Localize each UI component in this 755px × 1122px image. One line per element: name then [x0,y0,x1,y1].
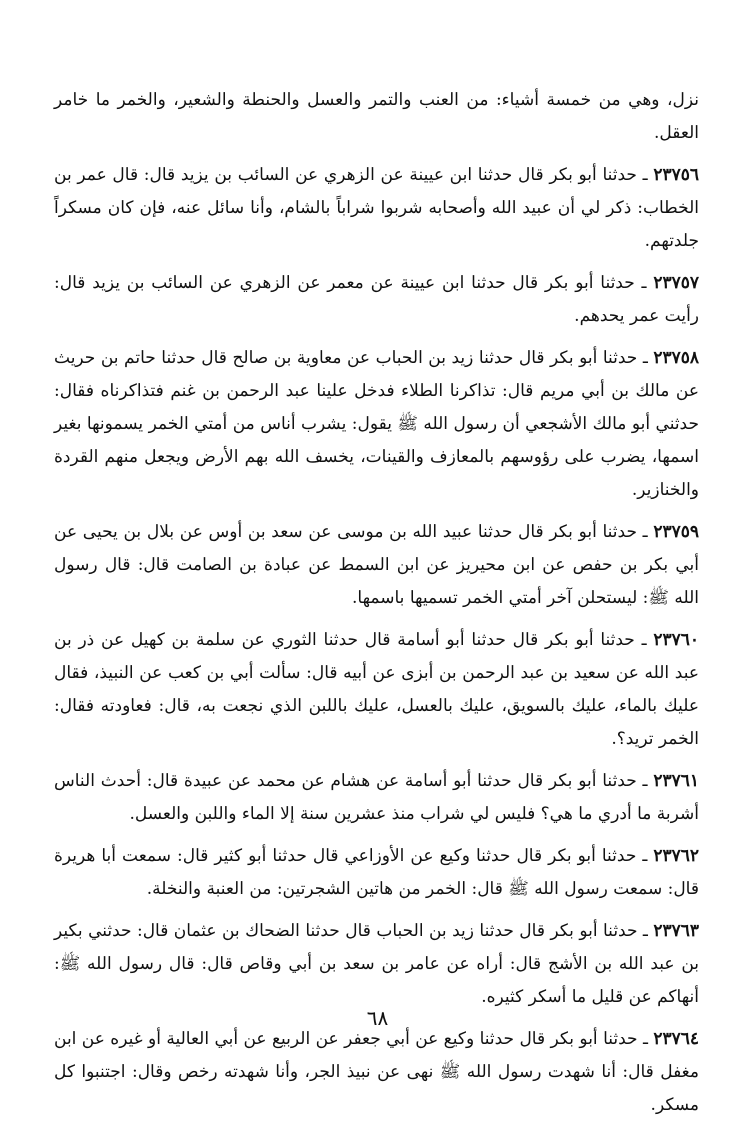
hadith-paragraph-23756 [54,159,699,258]
hadith-paragraph-23759 [54,516,699,615]
hadith-number: ٢٣٧٥٦ [653,165,700,185]
hadith-number: ٢٣٧٦٣ [653,921,699,941]
hadith-paragraph-23762 [54,840,699,906]
hadith-number: ٢٣٧٥٨ [653,348,699,368]
hadith-number: ٢٣٧٦١ [653,771,699,791]
paragraph-continuation [54,84,699,150]
hadith-paragraph-23764 [54,1023,699,1122]
paragraph-text: ـ حدثنا أبو بكر قال حدثنا ابن عيينة عن معمر عن الزهري عن السائب بن يزيد قال: رأيت عمر يحدهم. [54,273,699,326]
paragraph-text: ـ حدثنا أبو بكر قال حدثنا وكيع عن الأوزاعي قال حدثنا أبو كثير قال: سمعت أبا هريرة قال: سمعت رسول الله ﷺ قال: الخمر من هاتين الشجرتين: من العنبة والنخلة. [54,846,699,899]
page-number: ٦٨ [366,1006,389,1030]
paragraph-text: نزل، وهي من خمسة أشياء: من العنب والتمر والعسل والحنطة والشعير، والخمر ما خامر العقل. [54,90,699,143]
hadith-paragraph-23763 [54,915,699,1014]
paragraph-text: ـ حدثنا أبو بكر قال حدثنا وكيع عن أبي جعفر عن الربيع عن أبي العالية أو غيره عن ابن مغفل قال: أنا شهدت رسول الله ﷺ نهى عن نبيذ الجر، وأنا شهدته رخص وقال: اجتنبوا كل مسكر. [54,1029,699,1115]
hadith-number: ٢٣٧٦٤ [653,1029,700,1049]
paragraph-text: ـ حدثنا أبو بكر قال حدثنا زيد بن الحباب عن معاوية بن صالح قال حدثنا حاتم بن حريث عن مالك بن أبي مريم قال: تذاكرنا الطلاء فدخل علينا عبد الرحمن بن غنم فتذاكرناه فقال: حدثني أبو مالك الأشجعي أن رسول الله ﷺ يقول: يشرب أناس من أمتي الخمر يسمونها بغير اسمها، يضرب على رؤوسهم بالمعازف والقينات، يخسف الله بهم الأرض ويجعل منهم القردة والخنازير. [54,348,699,500]
paragraph-text: ـ حدثنا أبو بكر قال حدثنا زيد بن الحباب قال حدثنا الضحاك بن عثمان قال: حدثني بكير بن عبد الله بن الأشج قال: أراه عن عامر بن سعد بن أبي وقاص قال: قال رسول الله ﷺ: أنهاكم عن قليل ما أسكر كثيره. [54,921,699,1007]
paragraph-text: ـ حدثنا أبو بكر قال حدثنا أبو أسامة عن هشام عن محمد عن عبيدة قال: أحدث الناس أشربة ما أدري ما هي؟ فليس لي شراب منذ عشرين سنة إلا الماء واللبن والعسل. [54,771,699,824]
hadith-paragraph-23758 [54,342,699,507]
hadith-number: ٢٣٧٦٢ [653,846,700,866]
hadith-number: ٢٣٧٦٠ [653,630,700,650]
hadith-paragraph-23760 [54,624,699,756]
hadith-number: ٢٣٧٥٧ [653,273,699,293]
hadith-paragraph-23761 [54,765,699,831]
paragraph-text: ـ حدثنا أبو بكر قال حدثنا ابن عيينة عن الزهري عن السائب بن يزيد قال: قال عمر بن الخطاب: ذكر لي أن عبيد الله وأصحابه شربوا شراباً بالشام، وأنا سائل عنه، فإن كان مسكراً جلدتهم. [54,165,699,251]
paragraph-text: ـ حدثنا أبو بكر قال حدثنا عبيد الله بن موسى عن سعد بن أوس عن بلال بن يحيى عن أبي بكر بن حفص عن ابن محيريز عن ابن السمط عن عبادة بن الصامت قال: قال رسول الله ﷺ: ليستحلن آخر أمتي الخمر تسميها باسمها. [54,522,699,608]
hadith-paragraph-23757 [54,267,699,333]
hadith-number: ٢٣٧٥٩ [653,522,700,542]
paragraph-text: ـ حدثنا أبو بكر قال حدثنا أبو أسامة قال حدثنا الثوري عن سلمة بن كهيل عن ذر بن عبد الله عن سعيد بن عبد الرحمن بن أبزى عن أبيه قال: سألت أبي بن كعب عن النبيذ، فقال عليك بالماء، عليك بالسويق، عليك بالعسل، عليك باللبن الذي نجعت به، قال: فعاودته فقال: الخمر تريد؟. [54,630,699,749]
